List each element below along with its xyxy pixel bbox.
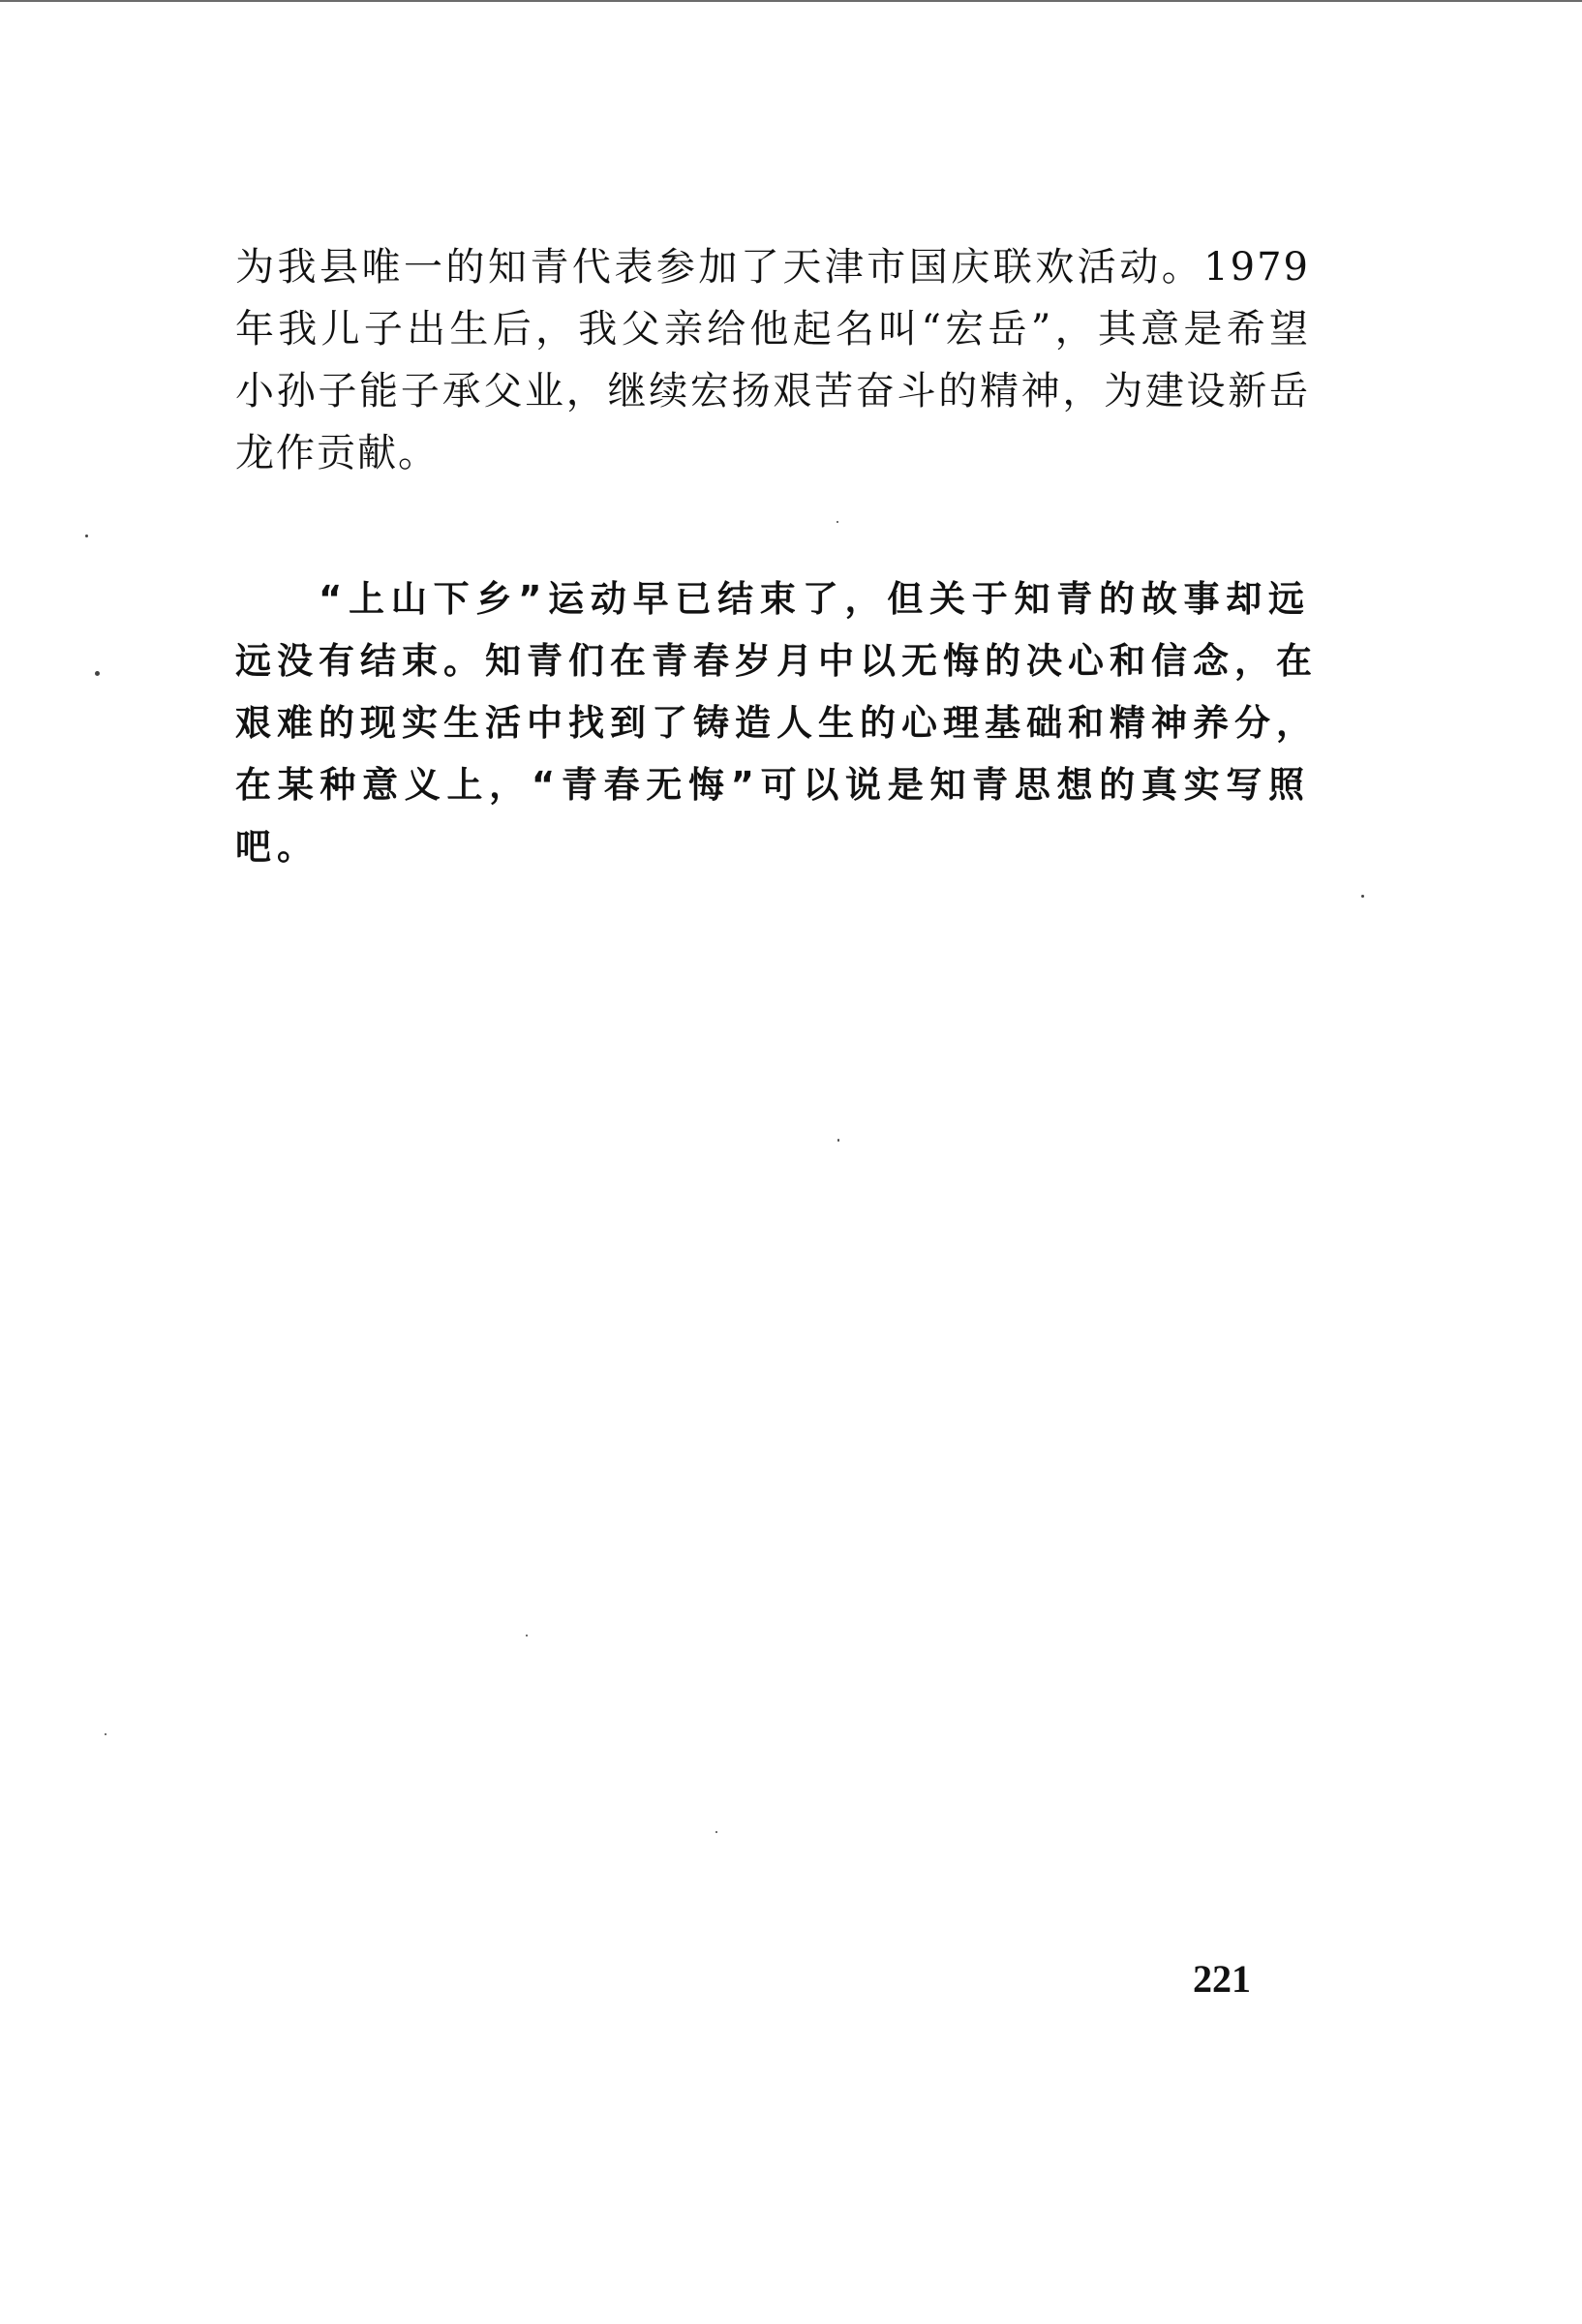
scan-speck <box>837 521 838 523</box>
paragraph-line: 吧。 <box>235 826 319 868</box>
scan-speck <box>526 1635 528 1636</box>
paragraph-line: “上山下乡”运动早已结束了，但关于知青的故事却远 <box>319 578 1310 620</box>
paragraph-line: 年我儿子出生后，我父亲给他起名叫“宏岳”，其意是希望 <box>235 307 1310 352</box>
scan-speck <box>837 1139 839 1142</box>
paragraph-line: 在某种意义上，“青春无悔”可以说是知青思想的真实写照 <box>235 764 1310 806</box>
scan-speck <box>1361 895 1364 898</box>
scan-speck <box>715 1831 717 1833</box>
page-top-border <box>0 0 1582 2</box>
scan-speck <box>95 671 100 676</box>
paragraph-2 <box>235 568 1318 878</box>
paragraph-line: 艰难的现实生活中找到了铸造人生的心理基础和精神养分， <box>235 702 1318 744</box>
page-number: 221 <box>1193 1957 1251 2001</box>
scan-speck <box>105 1733 106 1735</box>
paragraph-1 <box>235 236 1310 484</box>
paragraph-line: 龙作贡献。 <box>235 431 439 475</box>
paragraph-line: 远没有结束。知青们在青春岁月中以无悔的决心和信念，在 <box>235 640 1318 682</box>
paragraph-line: 小孙子能子承父业，继续宏扬艰苦奋斗的精神，为建设新岳 <box>235 369 1310 413</box>
scan-speck <box>85 535 88 537</box>
paragraph-line: 为我县唯一的知青代表参加了天津市国庆联欢活动。1979 <box>235 245 1310 290</box>
